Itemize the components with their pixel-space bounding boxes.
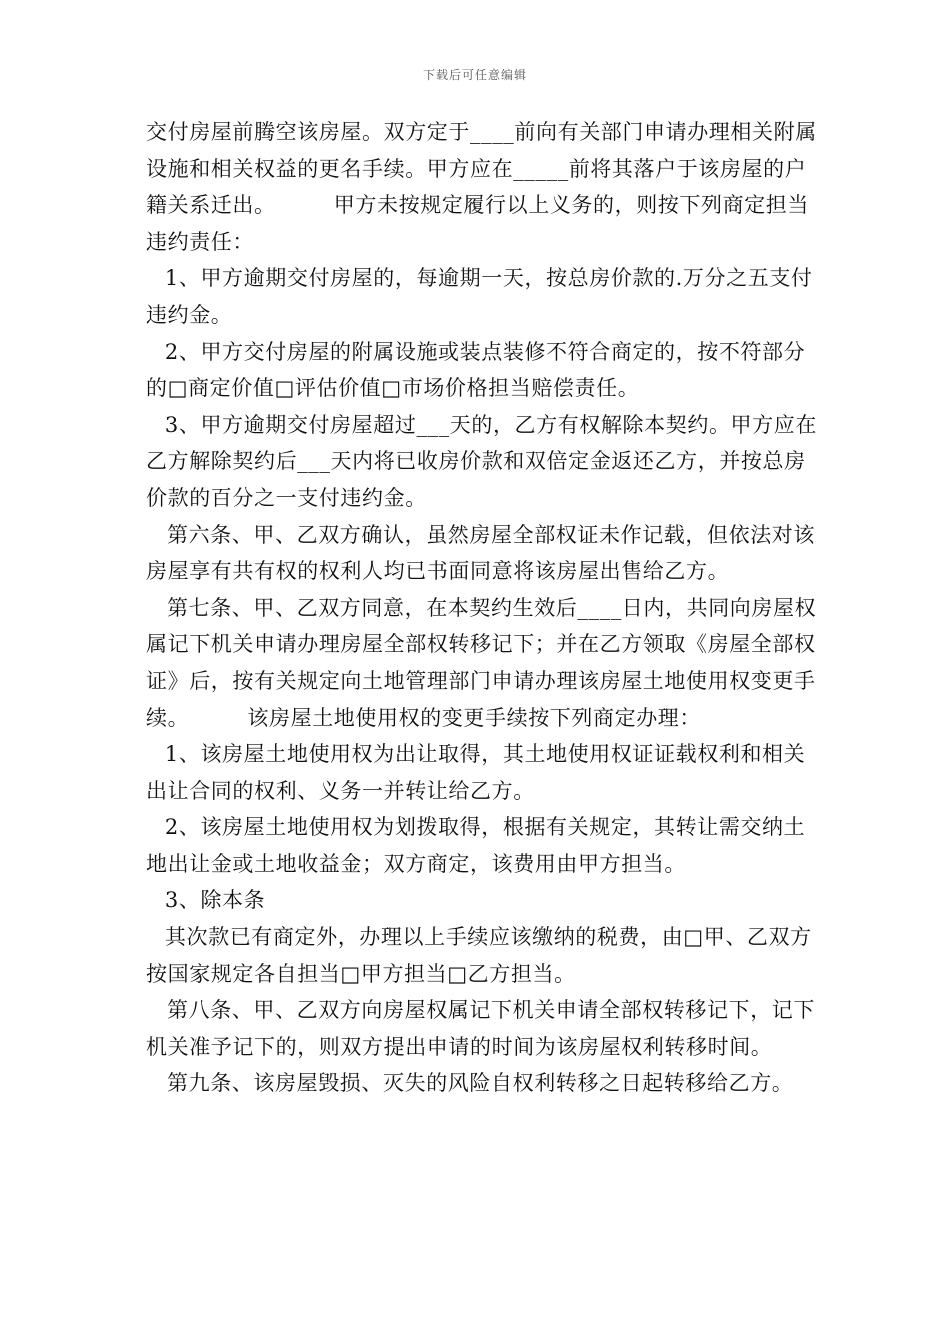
paragraph-article-7-item-3: 3、除本条 xyxy=(164,888,266,913)
paragraph-article-7-item-2: 2、该房屋土地使用权为划拨取得，根据有关规定，其转让需交纳土地出让金或土地收益金；双方商定，该费用由甲方担当。 xyxy=(146,815,806,876)
paragraph-article-7-item-3-cont: 其次款已有商定外，办理以上手续应该缴纳的税费，由□甲、乙双方按国家规定各自担当□甲方担当□乙方担当。 xyxy=(146,925,812,986)
page-header: 下载后可任意编辑 xyxy=(422,68,527,82)
paragraph-article-8: 第八条、甲、乙双方向房屋权属记下机关申请全部权转移记下，记下机关准予记下的，则双方提出申请的时间为该房屋权利转移时间。 xyxy=(146,998,815,1059)
paragraph-article-7: 第七条、甲、乙双方同意，在本契约生效后____日内，共同向房屋权属记下机关申请办理房屋全部权转移记下；并在乙方领取《房屋全部权证》后，按有关规定向土地管理部门申请办理该房屋土地使用权变更手续。 该房屋土地使用权的变更手续按下列商定办理： xyxy=(146,595,817,730)
document-body xyxy=(146,114,826,1102)
paragraph-article-7-item-1: 1、该房屋土地使用权为出让取得，其土地使用权证证载权利和相关出让合同的权利、义务一并转让给乙方。 xyxy=(146,742,806,803)
paragraph-continuation: 交付房屋前腾空该房屋。双方定于____前向有关部门申请办理相关附属设施和相关权益的更名手续。甲方应在_____前将其落户于该房屋的户籍关系迁出。 甲方未按规定履行以上义务的，则按下列商定担当违约责任： xyxy=(146,120,817,254)
paragraph-article-6: 第六条、甲、乙双方确认，虽然房屋全部权证未作记载，但依法对该房屋享有共有权的权利人均已书面同意将该房屋出售给乙方。 xyxy=(146,522,815,584)
paragraph-clause-2: 2、甲方交付房屋的附属设施或装点装修不符合商定的，按不符部分的□商定价值□评估价值□市场价格担当赔偿责任。 xyxy=(146,339,806,401)
paragraph-article-9: 第九条、该房屋毁损、灭失的风险自权利转移之日起转移给乙方。 xyxy=(167,1071,794,1096)
paragraph-clause-1: 1、甲方逾期交付房屋的，每逾期一天，按总房价款的.万分之五支付违约金。 xyxy=(146,266,813,327)
paragraph-clause-3: 3、甲方逾期交付房屋超过___天的，乙方有权解除本契约。甲方应在乙方解除契约后___天内将已收房价款和双倍定金返还乙方，并按总房价款的百分之一支付违约金。 xyxy=(146,412,817,510)
